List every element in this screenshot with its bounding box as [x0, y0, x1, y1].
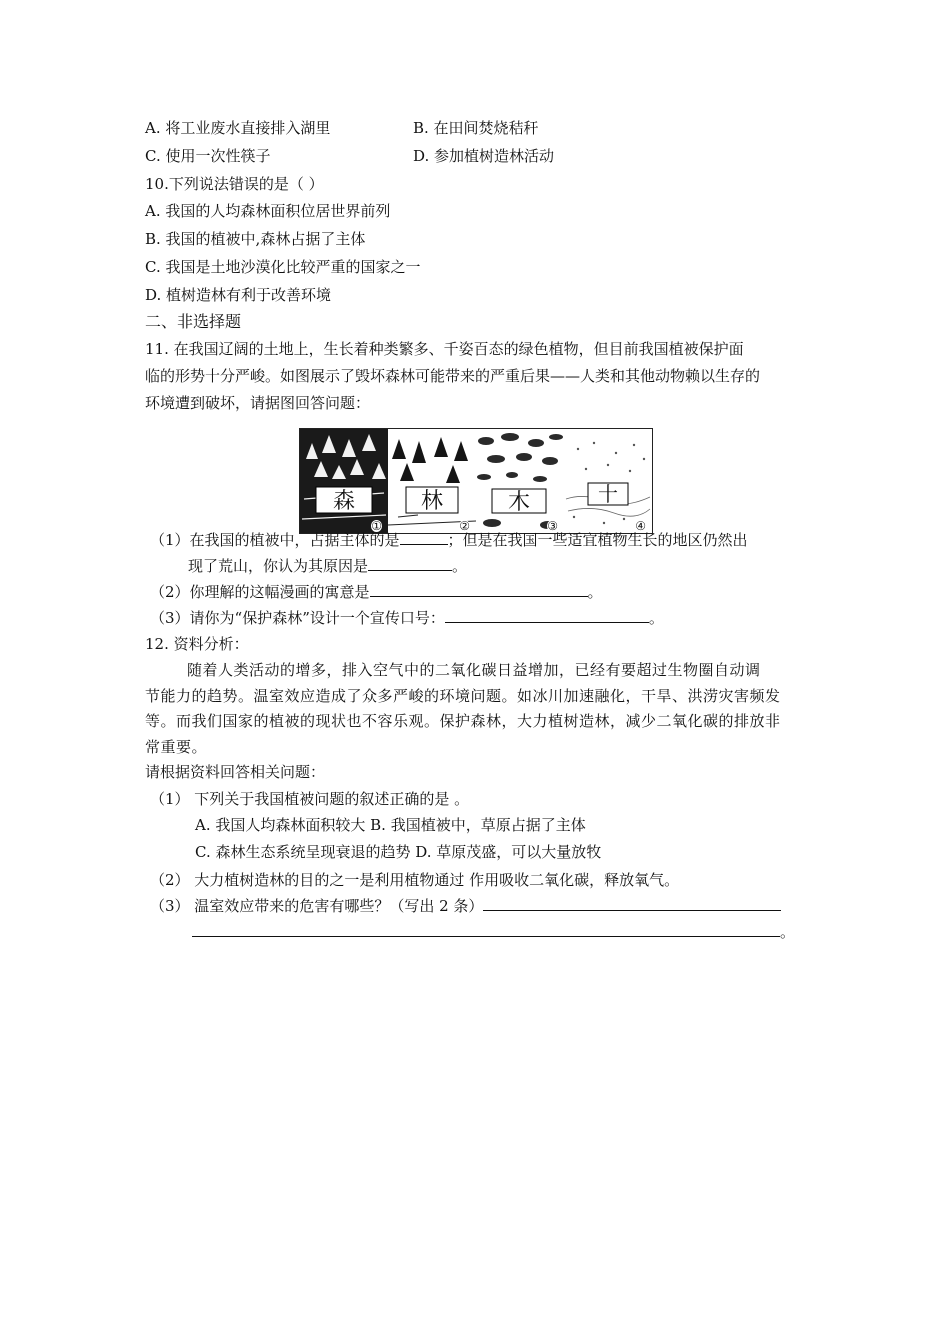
- q12-sub3-end: 。: [780, 923, 796, 941]
- panel-1-sign: 森: [332, 489, 356, 514]
- q11-stem-line2: 临的形势十分严峻。如图展示了毁坏森林可能带来的严重后果——人类和其他动物赖以生存的: [145, 367, 761, 385]
- answer-blank[interactable]: [483, 896, 781, 911]
- q10-option-b: B. 我国的植被中,森林占据了主体: [145, 230, 366, 248]
- cartoon-panel-1: [300, 429, 388, 533]
- cartoon-panel-3: [476, 429, 564, 533]
- q12-sub1: （1） 下列关于我国植被问题的叙述正确的是 。: [150, 790, 470, 808]
- q11-sub1-text-c: 现了荒山，你认为其原因是: [188, 557, 369, 575]
- q11-sub1-line1: [150, 530, 748, 550]
- q11-sub3-text: （3）请你为“保护森林”设计一个宣传口号：: [150, 609, 445, 627]
- q11-sub3: [150, 608, 664, 628]
- q12-prompt: 请根据资料回答相关问题：: [145, 763, 326, 781]
- q9-option-d: D. 参加植树造林活动: [413, 147, 555, 165]
- panel-4-label: ④: [635, 519, 646, 533]
- q12-material-line4: 常重要。: [145, 738, 208, 756]
- panel-2-label: ②: [459, 519, 470, 533]
- panel-4-sign: 十: [598, 482, 618, 506]
- q10-stem: 10.下列说法错误的是（ ）: [145, 175, 324, 193]
- q12-material-line2: 节能力的趋势。温室效应造成了众多严峻的环境问题。如冰川加速融化，干旱、洪涝灾害频发: [145, 687, 781, 705]
- q11-stem-line1: 11. 在我国辽阔的土地上，生长着种类繁多、千姿百态的绿色植物，但目前我国植被保护面: [145, 340, 744, 358]
- panel-1-label: ①: [371, 519, 382, 533]
- q11-sub1-text-a: （1）在我国的植被中，占据主体的是: [150, 531, 400, 549]
- cartoon-panel-2: [388, 429, 476, 533]
- q12-title: 12. 资料分析：: [145, 635, 249, 653]
- answer-blank[interactable]: [370, 582, 588, 597]
- panel-2-sign: 林: [420, 489, 444, 514]
- q11-sub1-line2: [188, 556, 467, 576]
- q9-option-a: A. 将工业废水直接排入湖里: [145, 119, 331, 137]
- q9-option-c: C. 使用一次性筷子: [145, 147, 271, 165]
- q12-sub3-text: （3） 温室效应带来的危害有哪些？（写出 2 条）: [150, 897, 484, 915]
- panel-3-sign: 木: [507, 490, 531, 515]
- q12-sub3: [150, 896, 781, 916]
- q11-sub1-end: 。: [452, 557, 468, 575]
- panel-3-label: ③: [547, 519, 558, 533]
- q10-option-a: A. 我国的人均森林面积位居世界前列: [145, 202, 391, 220]
- q11-sub3-end: 。: [648, 609, 664, 627]
- q9-option-b: B. 在田间焚烧秸秆: [413, 119, 539, 137]
- q12-material-line1: 随着人类活动的增多，排入空气中的二氧化碳日益增加，已经有要超过生物圈自动调: [187, 661, 761, 679]
- q12-sub1-options-cd: C. 森林生态系统呈现衰退的趋势 D. 草原茂盛，可以大量放牧: [195, 843, 602, 861]
- q12-sub1-options-ab: A. 我国人均森林面积较大 B. 我国植被中，草原占据了主体: [195, 816, 586, 834]
- q10-option-d: D. 植树造林有利于改善环境: [145, 286, 332, 304]
- cartoon-panel-4: [564, 429, 652, 533]
- answer-blank[interactable]: [192, 922, 780, 937]
- q10-option-c: C. 我国是土地沙漠化比较严重的国家之一: [145, 258, 421, 276]
- answer-blank[interactable]: [400, 530, 448, 545]
- q11-sub1-text-b: ；但是在我国一些适宜植物生长的地区仍然出: [447, 531, 748, 549]
- answer-blank[interactable]: [368, 556, 452, 571]
- q12-sub3-continuation: [192, 922, 795, 942]
- q11-sub2: [150, 582, 603, 602]
- q12-sub2: （2） 大力植树造林的目的之一是利用植物通过 作用吸收二氧化碳，释放氧气。: [150, 871, 680, 889]
- q12-material-line3: 等。而我们国家的植被的现状也不容乐观。保护森林，大力植树造林，减少二氧化碳的排放非: [145, 712, 781, 730]
- q11-stem-line3: 环境遭到破坏，请据图回答问题：: [145, 394, 371, 412]
- q11-sub2-end: 。: [587, 583, 603, 601]
- answer-blank[interactable]: [445, 608, 649, 623]
- deforestation-cartoon: [299, 428, 653, 534]
- section-title: 二、非选择题: [145, 312, 242, 331]
- q11-sub2-text: （2）你理解的这幅漫画的寓意是: [150, 583, 370, 601]
